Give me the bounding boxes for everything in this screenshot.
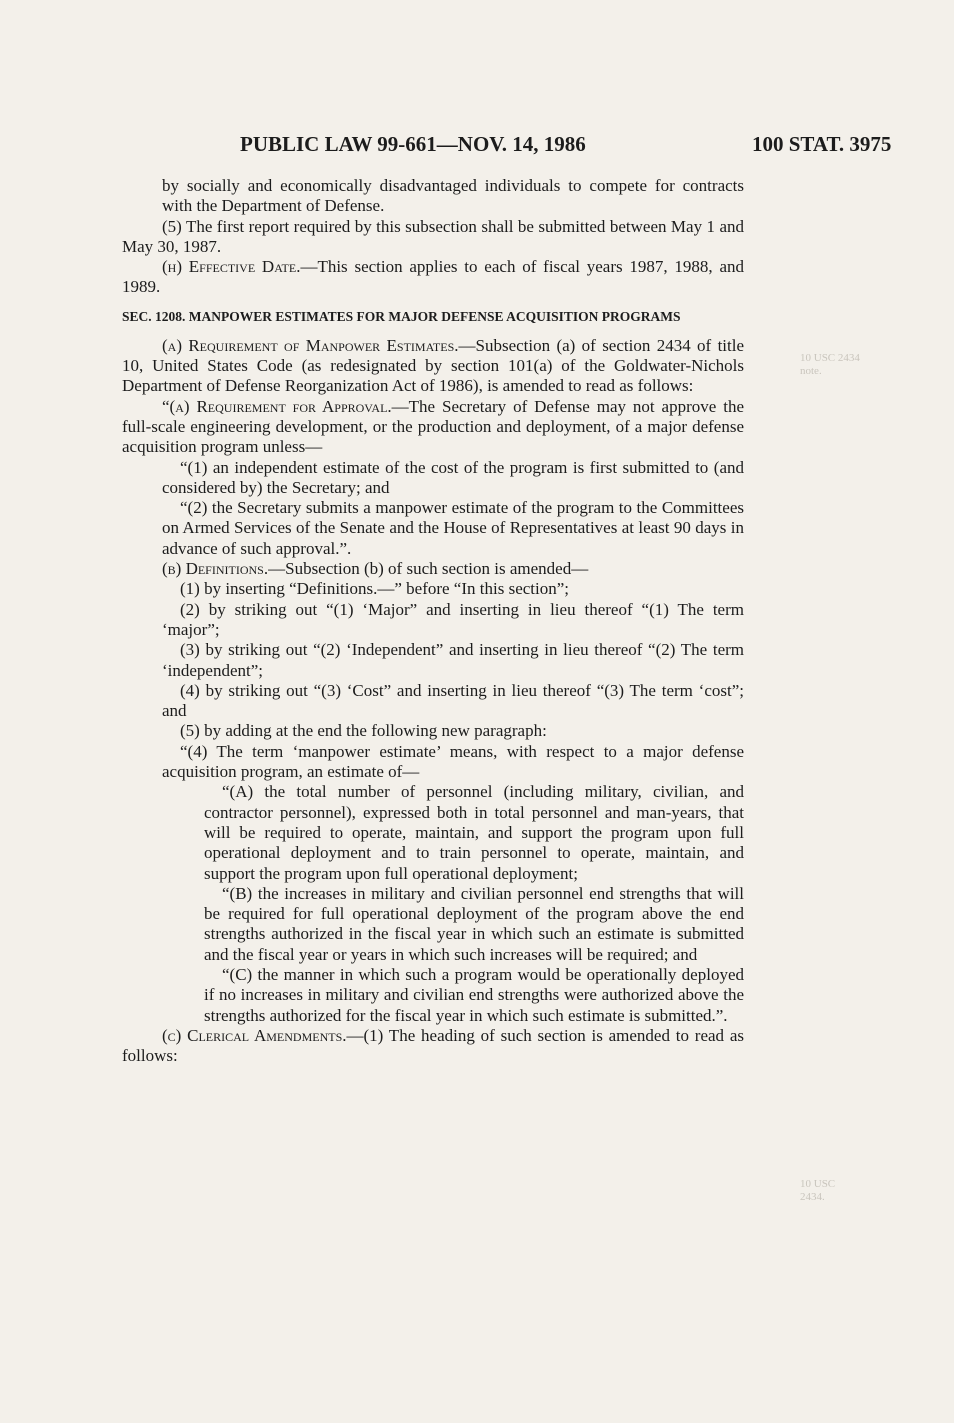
subparagraph-b: “(B) the increases in military and civilian personnel end strengths that will be required for full operational deployment of the program above the end strengths authorized in the fiscal year in which such an estimate is submitted and the fiscal year or years in which such increases will be required; and (204, 883, 744, 964)
clause-1: “(1) an independent estimate of the cost of the program is first submitted to (and considered by) the Secretary; and (162, 457, 744, 497)
heading-definitions: (b) Definitions. (162, 559, 269, 579)
heading-clerical-amendments: (c) Clerical Amendments. (162, 1025, 347, 1045)
document-body (122, 176, 744, 1066)
amendment-3: (3) by striking out “(2) ‘Independent” and inserting in lieu thereof “(2) The term ‘independent”; (162, 640, 744, 680)
amendment-2: (2) by striking out “(1) ‘Major” and inserting in lieu thereof “(1) The term ‘major”; (162, 599, 744, 639)
paragraph-clerical-amendments (122, 1026, 744, 1067)
margin-note-2: 10 USC 2434. (800, 1178, 836, 1203)
amendment-4: (4) by striking out “(3) ‘Cost” and inserting in lieu thereof “(3) The term ‘cost”; and (162, 680, 744, 721)
paragraph-manpower-estimate: “(4) The term ‘manpower estimate’ means, with respect to a major defense acquisition program, an estimate of— (162, 741, 744, 782)
text-definitions: —Subsection (b) of such section is amended— (268, 559, 589, 579)
paragraph-continuation: by socially and economically disadvantaged individuals to compete for contracts with the Department of Defense. (162, 176, 744, 216)
section-heading: SEC. 1208. MANPOWER ESTIMATES FOR MAJOR DEFENSE ACQUISITION PROGRAMS (122, 308, 681, 324)
text-clerical-amendments: —(1) The heading of such section is amended to read as follows: (122, 1025, 744, 1066)
paragraph-requirement-approval (122, 397, 744, 458)
amendment-1: (1) by inserting “Definitions.—” before “In this section”; (180, 579, 569, 599)
amendment-5: (5) by adding at the end the following new paragraph: (180, 721, 547, 741)
paragraph-requirement-estimates (122, 336, 744, 397)
page-header (0, 132, 954, 162)
text-effective-date: —This section applies to each of fiscal years 1987, 1988, and 1989. (122, 257, 744, 297)
margin-note-1: 10 USC 2434 note. (800, 352, 860, 377)
text-requirement-estimates: —Subsection (a) of section 2434 of title 10, United States Code (as redesignated by section 101(a) of the Goldwater-Nichols Department of Defense Reorganization Act of 1986), is amended to read as follows: (122, 335, 745, 396)
subparagraph-c: “(C) the manner in which such a program would be operationally deployed if no increases in military and civilian end strengths were authorized above the strengths authorized for the fiscal year in which such estimate is submitted.”. (204, 964, 744, 1025)
text-requirement-approval: —The Secretary of Defense may not approve the full-scale engineering development, or the production and deployment, of a major defense acquisition program unless— (122, 396, 744, 457)
paragraph-definitions (122, 559, 744, 579)
heading-requirement-approval: “(a) Requirement for Approval. (162, 396, 392, 416)
heading-effective-date: (h) Effective Date. (162, 257, 301, 277)
paragraph-report: (5) The first report required by this subsection shall be submitted between May 1 and May 30, 1987. (122, 216, 744, 256)
header-stat-citation: 100 STAT. 3975 (752, 132, 892, 156)
header-title: PUBLIC LAW 99-661—NOV. 14, 1986 (240, 132, 586, 156)
paragraph-effective-date (122, 257, 744, 298)
clause-2: “(2) the Secretary submits a manpower estimate of the program to the Committees on Armed Services of the Senate and the House of Representatives at least 90 days in advance of such approval.”. (162, 498, 744, 558)
heading-requirement-estimates: (a) Requirement of Manpower Estimates. (162, 335, 459, 355)
subparagraph-a: “(A) the total number of personnel (including military, civilian, and contractor personnel), expressed both in total personnel and man-years, that will be required to operate, maintain, and support the program upon full operational deployment and to train personnel to operate, maintain, and support the program upon full operational deployment; (204, 782, 744, 883)
